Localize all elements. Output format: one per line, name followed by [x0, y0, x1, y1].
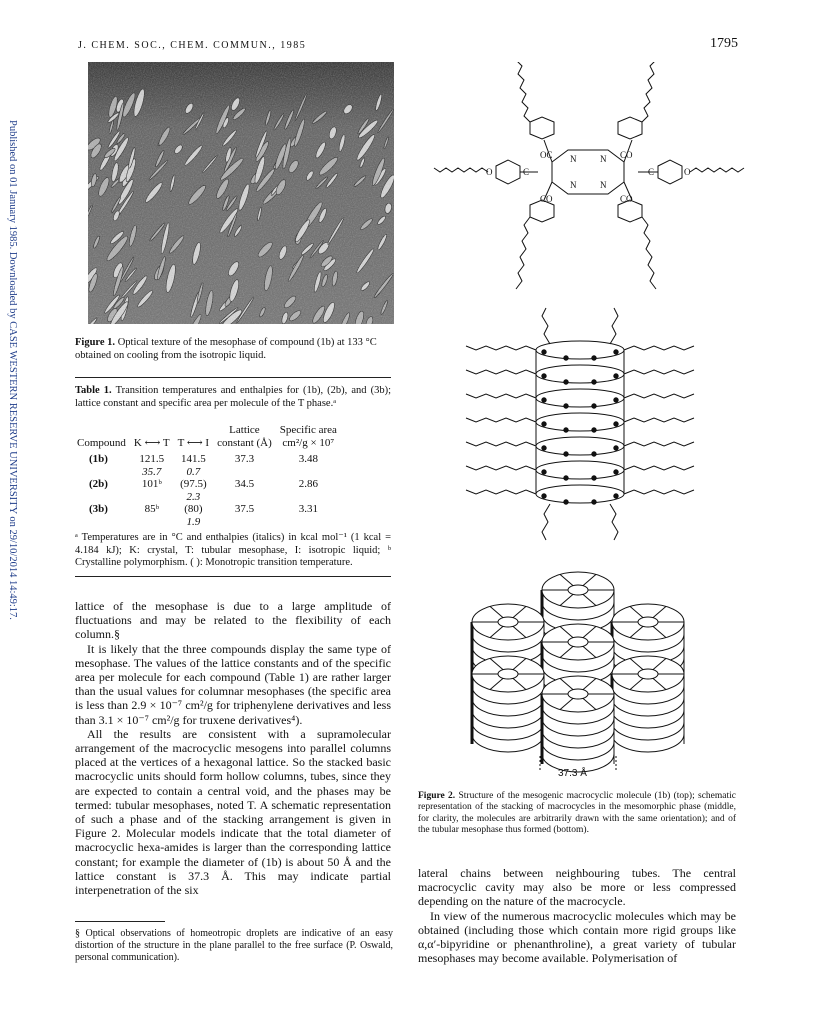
macrocycle-molecule-diagram — [434, 62, 744, 289]
atom-label-c2: C — [648, 167, 655, 177]
th-area-2: cm²/g × 10⁷ — [282, 436, 335, 449]
atom-label-o2: O — [684, 167, 691, 177]
table-row: (3b) 85ᵇ (80) 37.5 3.31 — [89, 503, 318, 515]
table-row-enthalpy: 35.7 0.7 — [142, 465, 201, 478]
figure2-label: Figure 2. — [418, 791, 456, 801]
atom-label-co: CO — [620, 150, 633, 160]
th-lattice-1: Lattice — [229, 424, 260, 436]
download-notice-text: Published on 01 January 1985. Downloaded by CASE WESTERN RESERVE UNIVERSITY on 29/10/2014 14:49:17. — [7, 120, 18, 620]
table-top-rule — [75, 377, 391, 378]
lattice-dimension-label: 37.3 Å — [558, 768, 587, 779]
paragraph: It is likely that the three compounds display the same type of mesophase. The values of the lattice constants and of the specific area per molecule for each compound (Table 1) are rather larger than the usual values for columnar mesophases (the specific area is less than 2.9 × 10⁻⁷ cm²/g for triphenylene derivatives and less than 3.1 × 10⁻⁷ cm²/g for truxene derivatives⁴). — [75, 641, 391, 727]
figure2-caption — [418, 791, 736, 837]
th-ti: T ⟷ I — [177, 436, 210, 449]
th-compound: Compound — [77, 436, 126, 449]
atom-label-n2: N — [600, 154, 607, 164]
table1 — [73, 424, 341, 528]
table1-label: Table 1. — [75, 385, 112, 396]
table1-caption-text: Transition temperatures and enthalpies for (1b), (2b), and (3b); lattice constant and specific area per molecule of the T phase.ᵃ — [75, 385, 391, 409]
atom-label-n1: N — [570, 154, 577, 164]
th-area-1: Specific area — [279, 424, 337, 436]
stacking-diagram — [466, 308, 694, 540]
table-row: (2b) 101ᵇ (97.5) 34.5 2.86 — [89, 478, 318, 490]
table-row-enthalpy: 2.3 — [186, 490, 201, 503]
atom-label-o1: O — [486, 167, 493, 177]
th-lattice-2: constant (Å) — [217, 436, 272, 449]
table1-notes: ᵃ Temperatures are in °C and enthalpies (italics) in kcal mol⁻¹ (1 kcal = 4.184 kJ); K: crystal, T: tubular mesophase, I: isotropic liquid; ᵇ Crystalline polymorphism. ( ): Monotropic transition temperature. — [75, 532, 391, 568]
footnote-text: § Optical observations of homeotropic droplets are indicative of an easy distortion of the structure in the plane parallel to the free surface (P. Oswald, personal communication). — [75, 928, 393, 963]
table-row: (1b) 121.5 141.5 37.3 3.48 — [89, 453, 318, 465]
running-header-journal: J. CHEM. SOC., CHEM. COMMUN., 1985 — [78, 40, 307, 51]
atom-label-c1: C — [523, 167, 530, 177]
atom-label-oc2: CO — [540, 194, 553, 204]
table-bottom-rule — [75, 576, 391, 577]
table-row-enthalpy: 1.9 — [186, 515, 201, 528]
micrograph-texture — [88, 62, 394, 324]
right-column-text — [418, 866, 736, 965]
table1-caption — [75, 384, 391, 410]
atom-label-oc: OC — [540, 150, 553, 160]
figure1-label: Figure 1. — [75, 337, 116, 348]
figure1-micrograph — [88, 62, 394, 324]
left-column-text — [75, 599, 391, 897]
figure1-caption-text: Optical texture of the mesophase of compound (1b) at 133 °C obtained on cooling from the isotropic liquid. — [75, 337, 377, 361]
download-side-note — [2, 120, 18, 660]
figure2-drawing — [420, 62, 760, 784]
figure1-caption — [75, 336, 393, 362]
paragraph: In view of the numerous macrocyclic molecules which may be obtained (including those which contain more rigid groups like α,α′-bipyridine or phenanthroline), a great variety of tubular mesophases may become available. Polymerisation of — [418, 908, 736, 966]
paragraph: lateral chains between neighbouring tubes. The central macrocyclic cavity may also be more or less compressed depending on the nature of the macrocycle. — [418, 866, 736, 909]
paragraph: All the results are consistent with a supramolecular arrangement of the macrocyclic mesogens into parallel columns placed at the vertices of a hexagonal lattice. So the stacked basic macrocyclic units should form hollow columns, tubes, since they are expected to contain a central void, and the phases may be termed: tubular mesophases, noted T. A schematic representation of such a phase and of the stacking arrangement is given in Figure 2. Molecular models indicate that the total diameter of macrocyclic hexa-amides is larger than the corresponding lattice constant; for example the diameter of (1b) is about 50 Å and the lattice constant is 37.3 Å. This may indicate partial interpenetration of the six — [75, 726, 391, 898]
figure2-svg — [420, 62, 760, 784]
atom-label-n3: N — [570, 180, 577, 190]
footnote-rule — [75, 921, 165, 922]
figure2-caption-text: Structure of the mesogenic macrocyclic molecule (1b) (top); schematic representation of the stacking of macrocycles in the mesomorphic phase (middle, for clarity, the molecules are arbitrarily drawn with the same orientation); and of the tubular mesophase thus formed (bottom). — [418, 791, 736, 836]
tubular-mesophase-diagram — [472, 572, 684, 772]
th-kt: K ⟷ T — [133, 436, 170, 449]
page-number: 1795 — [710, 36, 738, 51]
atom-label-co2: CO — [620, 194, 633, 204]
atom-label-n4: N — [600, 180, 607, 190]
paragraph: lattice of the mesophase is due to a large amplitude of fluctuations and may be related to the flexibility of each column.§ — [75, 599, 391, 642]
